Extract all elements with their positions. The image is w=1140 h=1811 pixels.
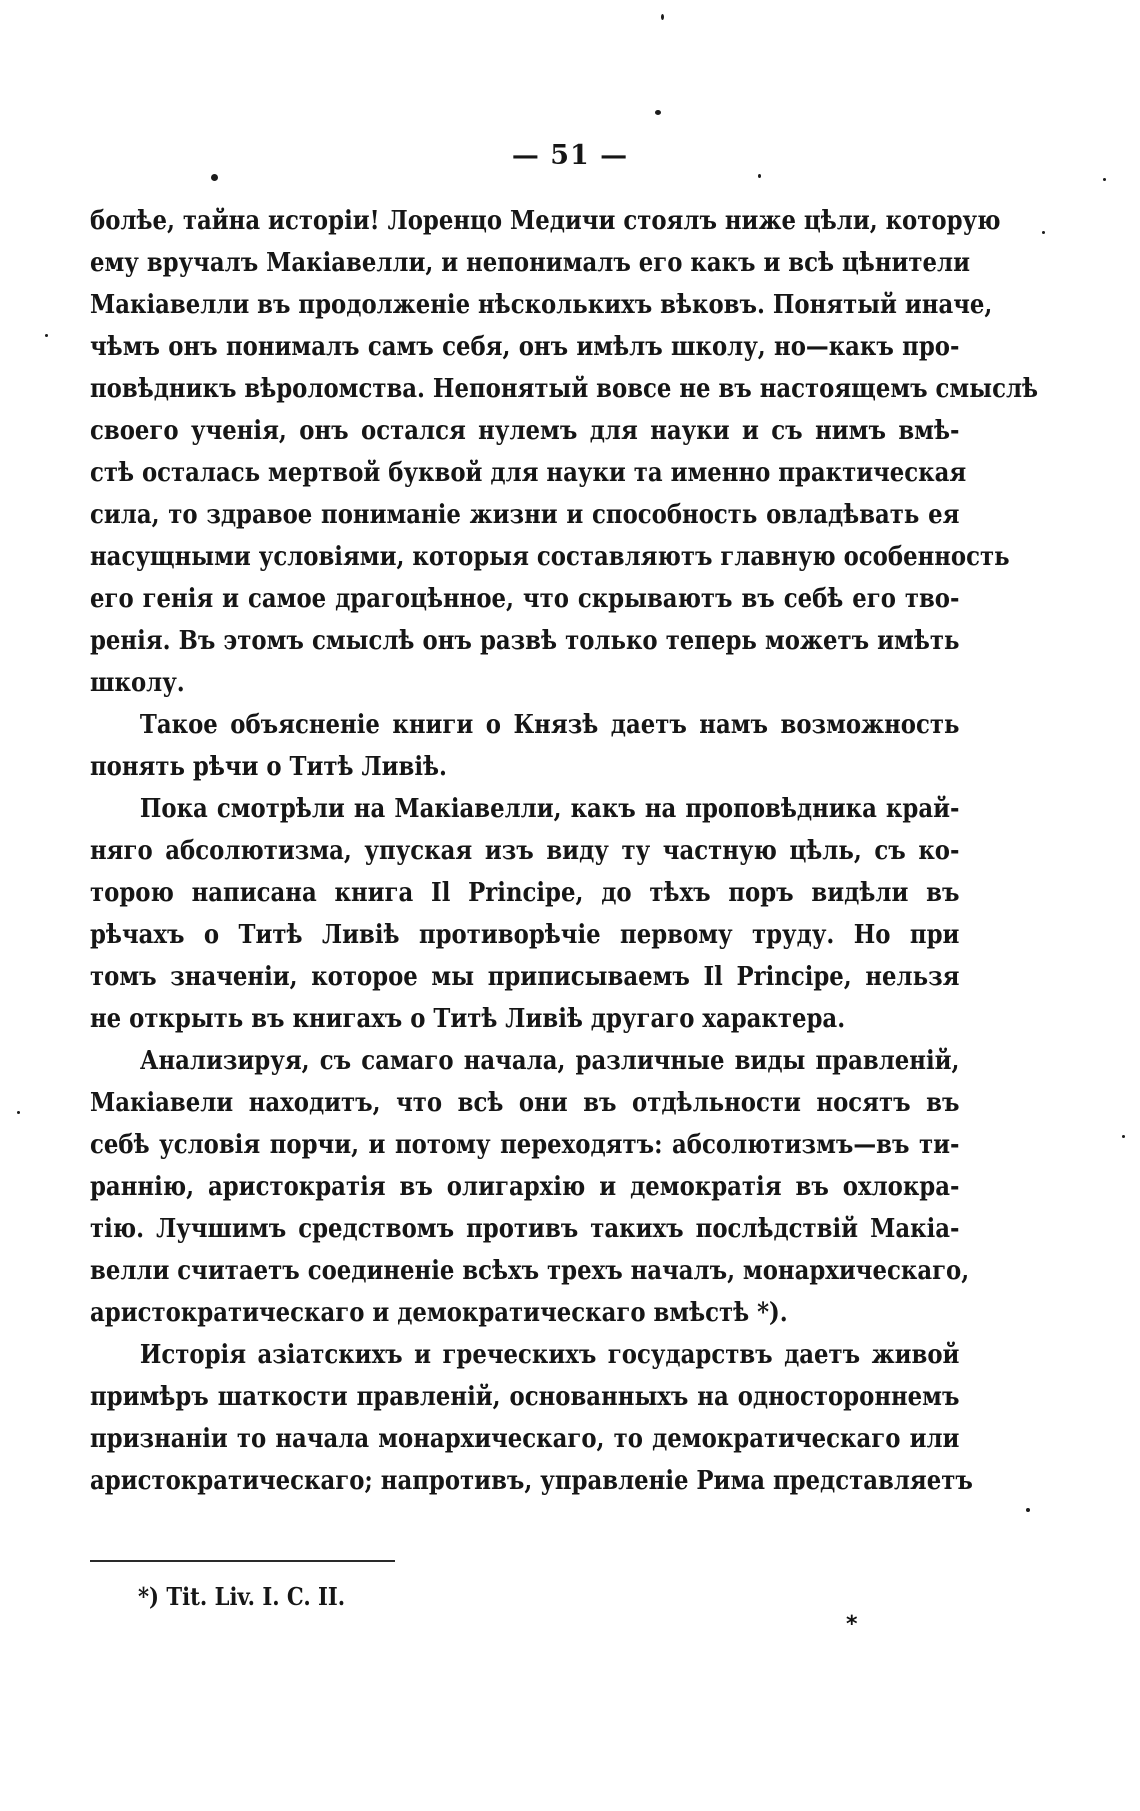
scan-speck bbox=[1103, 178, 1106, 181]
text-line: Макіавелли въ продолженіе нѣсколькихъ вѣковъ. Понятый иначе, bbox=[90, 289, 993, 320]
text-line: признаніи то начала монархическаго, то демократическаго или bbox=[90, 1423, 960, 1454]
text-line: Анализируя, съ самаго начала, различные виды правленій, bbox=[139, 1045, 960, 1076]
text-line: аристократическаго; напротивъ, управленіе Рима представляетъ bbox=[90, 1465, 973, 1496]
text-line: своего ученія, онъ остался нулемъ для науки и съ нимъ вмѣ- bbox=[90, 415, 960, 446]
text-line: насущными условіями, которыя составляютъ главную особенность bbox=[90, 541, 1010, 572]
scan-speck bbox=[655, 110, 661, 115]
text-line: раннію, аристократія въ олигархію и демократія въ охлокра- bbox=[90, 1171, 960, 1202]
body-text bbox=[90, 200, 1039, 1502]
scan-speck bbox=[1122, 1135, 1125, 1138]
text-line: болѣе, тайна исторіи! Лоренцо Медичи стоялъ ниже цѣли, которую bbox=[90, 205, 1001, 236]
scan-speck bbox=[661, 14, 664, 20]
margin-mark: * bbox=[846, 1612, 858, 1637]
text-line: Исторія азіатскихъ и греческихъ государствъ даетъ живой bbox=[139, 1339, 960, 1370]
text-line: няго абсолютизма, упуская изъ виду ту частную цѣль, съ ко- bbox=[90, 835, 960, 866]
text-line: Макіавели находитъ, что всѣ они въ отдѣльности носятъ въ bbox=[90, 1087, 960, 1118]
text-line: велли считаетъ соединеніе всѣхъ трехъ началъ, монархическаго, bbox=[90, 1255, 970, 1286]
text-line: торою написана книга Il Principe, до тѣхъ поръ видѣли въ bbox=[90, 877, 960, 908]
text-line: повѣдникъ вѣроломства. Непонятый вовсе не въ настоящемъ смыслѣ bbox=[90, 373, 1039, 404]
scan-speck bbox=[758, 174, 761, 178]
scan-speck bbox=[1026, 1508, 1030, 1512]
text-line: сила, то здравое пониманіе жизни и способность овладѣвать ея bbox=[90, 499, 960, 530]
scan-speck bbox=[17, 1111, 20, 1114]
text-line: ему вручалъ Макіавелли, и непонималъ его какъ и всѣ цѣнители bbox=[90, 247, 971, 278]
scan-speck bbox=[211, 174, 218, 181]
text-line: чѣмъ онъ понималъ самъ себя, онъ имѣлъ школу, но—какъ про- bbox=[90, 331, 960, 362]
text-line: себѣ условія порчи, и потому переходятъ: абсолютизмъ—въ ти- bbox=[90, 1129, 960, 1160]
text-line: ренія. Въ этомъ смыслѣ онъ развѣ только теперь можетъ имѣть bbox=[90, 625, 960, 656]
text-line: примѣръ шаткости правленій, основанныхъ на одностороннемъ bbox=[90, 1381, 960, 1412]
text-line: Такое объясненіе книги о Князѣ даетъ намъ возможность bbox=[139, 709, 960, 740]
text-line: школу. bbox=[90, 667, 185, 698]
text-line: тію. Лучшимъ средствомъ противъ такихъ послѣдствій Макіа- bbox=[90, 1213, 960, 1244]
scan-speck bbox=[45, 334, 48, 337]
footnote: *) Tit. Liv. I. C. II. bbox=[138, 1582, 346, 1611]
text-line: томъ значеніи, которое мы приписываемъ Il Principe, нельзя bbox=[90, 961, 960, 992]
text-line: не открыть въ книгахъ о Титѣ Ливіѣ другаго характера. bbox=[90, 1003, 846, 1034]
text-line: аристократическаго и демократическаго вмѣстѣ *). bbox=[90, 1297, 788, 1328]
text-line: его генія и самое драгоцѣнное, что скрываютъ въ себѣ его тво- bbox=[90, 583, 960, 614]
footnote-divider bbox=[90, 1560, 395, 1562]
text-line: Пока смотрѣли на Макіавелли, какъ на проповѣдника край- bbox=[139, 793, 960, 824]
text-line: стѣ осталась мертвой буквой для науки та именно практическая bbox=[90, 457, 967, 488]
text-line: понять рѣчи о Титѣ Ливіѣ. bbox=[90, 751, 447, 782]
page-number: — 51 — bbox=[511, 140, 629, 171]
scan-speck bbox=[1042, 231, 1045, 234]
text-line: рѣчахъ о Титѣ Ливіѣ противорѣчіе первому труду. Но при bbox=[90, 919, 960, 950]
